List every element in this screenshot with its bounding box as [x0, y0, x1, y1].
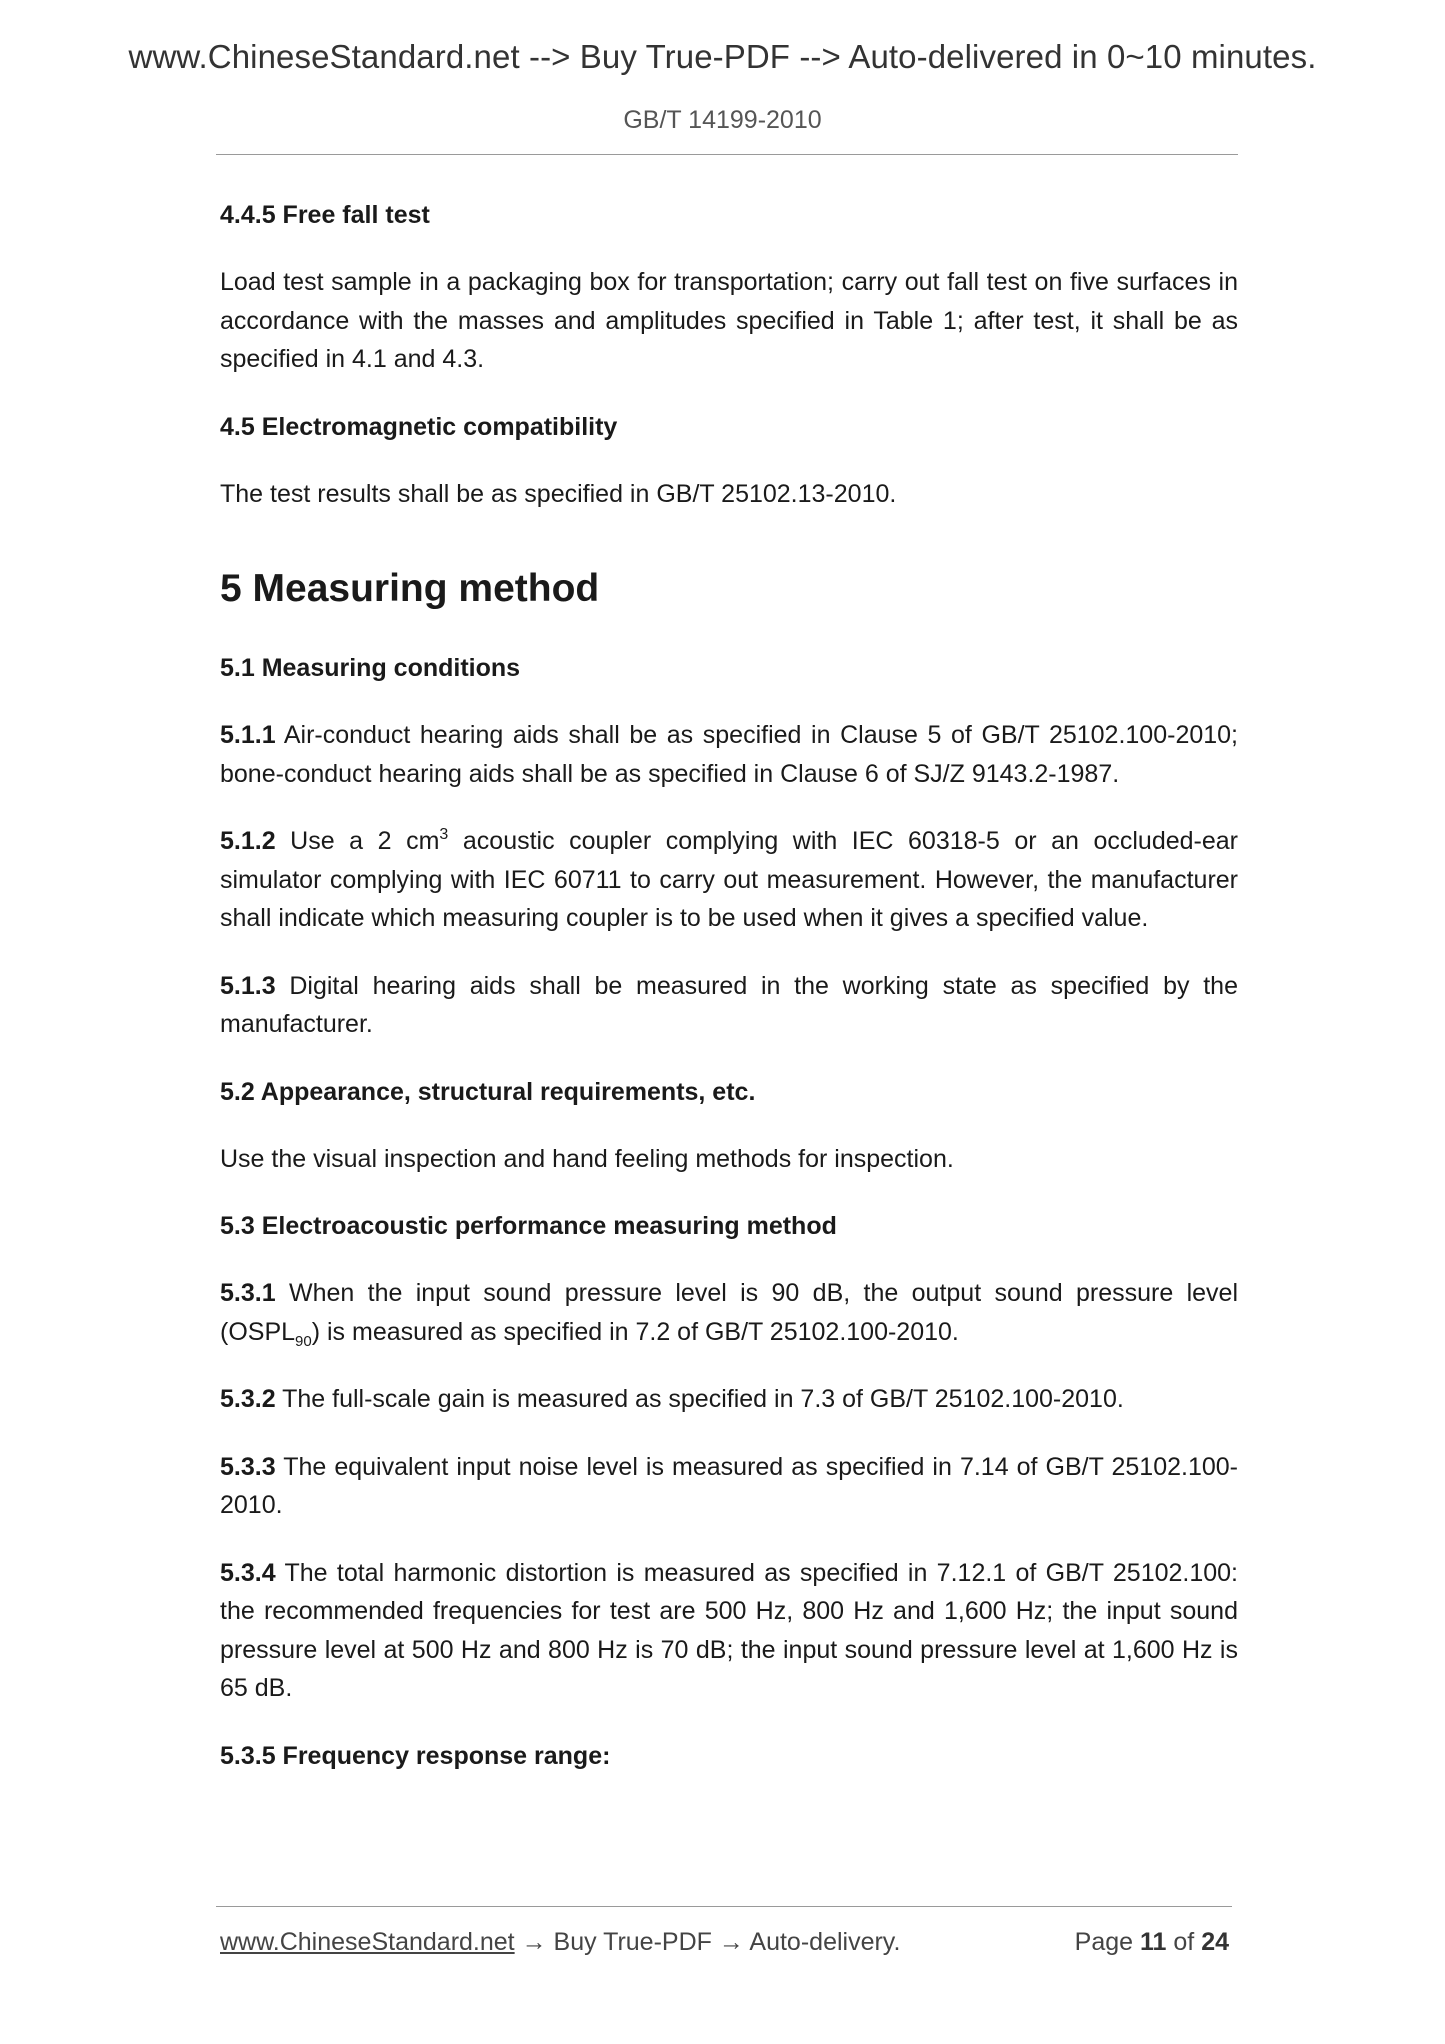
- page-total: 24: [1201, 1928, 1229, 1956]
- footer-link[interactable]: www.ChineseStandard.net: [220, 1928, 515, 1956]
- clause-number: 5.1.1: [220, 721, 276, 749]
- paragraph-5-3-1: [220, 1274, 1238, 1351]
- heading-4-5: 4.5 Electromagnetic compatibility: [220, 412, 618, 441]
- paragraph-5-3-2: [220, 1380, 1238, 1419]
- subscript: 90: [295, 1332, 312, 1350]
- clause-text: Air-conduct hearing aids shall be as specified in Clause 5 of GB/T 25102.100-2010; bone-conduct hearing aids shall be as specified in Clause 6 of SJ/Z 9143.2-1987.: [220, 721, 1239, 788]
- clause-text: Digital hearing aids shall be measured in the working state as specified by the manufacturer.: [220, 971, 1238, 1038]
- paragraph-5-3-3: [220, 1448, 1238, 1525]
- heading-5-2: 5.2 Appearance, structural requirements, etc.: [220, 1077, 756, 1106]
- clause-number: 5.3.1: [220, 1279, 276, 1307]
- paragraph-5-2: Use the visual inspection and hand feeling methods for inspection.: [220, 1144, 954, 1173]
- heading-5: 5 Measuring method: [220, 567, 600, 610]
- clause-text: When the input sound pressure level is 90 dB, the output sound pressure level (OSPL: [220, 1279, 1239, 1346]
- clause-text: The total harmonic distortion is measured as specified in 7.12.1 of GB/T 25102.100: the recommended frequencies for test are 500 Hz, 800 Hz and 1,600 Hz; the input sound pressure level at 500 Hz and 800 Hz is 70 dB; the input sound pressure level at 1,600 Hz is 65 dB.: [220, 1558, 1239, 1702]
- superscript: 3: [439, 825, 449, 843]
- clause-number: 5.3.2: [220, 1385, 276, 1413]
- page-label: Page: [1074, 1928, 1134, 1956]
- footer-left: [220, 1928, 900, 1957]
- paragraph-5-1-1: [220, 716, 1238, 793]
- footer-tail: → Buy True-PDF → Auto-delivery.: [521, 1928, 901, 1956]
- heading-5-1: 5.1 Measuring conditions: [220, 654, 521, 682]
- clause-number: 5.1.3: [220, 971, 276, 1000]
- footer-divider: [216, 1906, 1232, 1907]
- heading-5-3-5: 5.3.5 Frequency response range:: [220, 1741, 611, 1770]
- paragraph-5-3-4: [220, 1554, 1238, 1708]
- clause-text: The equivalent input noise level is measured as specified in 7.14 of GB/T 25102.100-2010.: [220, 1452, 1238, 1519]
- heading-4-4-5: 4.4.5 Free fall test: [220, 201, 430, 229]
- clause-number: 5.1.2: [220, 827, 276, 855]
- paragraph-4-5: The test results shall be as specified in GB/T 25102.13-2010.: [220, 479, 897, 508]
- clause-text: ) is measured as specified in 7.2 of GB/T 25102.100-2010.: [311, 1317, 959, 1346]
- page-indicator: [1075, 1928, 1229, 1957]
- clause-text: acoustic coupler complying with IEC 60318-5 or an occluded-ear simulator complying with IEC 60711 to carry out measurement. However, the manufacturer shall indicate which measuring coupler is to be used when it gives a specified value.: [220, 827, 1238, 932]
- paragraph-4-4-5: Load test sample in a packaging box for transportation; carry out fall test on five surfaces in accordance with the masses and amplitudes specified in Table 1; after test, it shall be as specified in 4.1 and 4.3.: [220, 268, 1238, 373]
- clause-number: 5.3.3: [220, 1452, 276, 1481]
- page-number: 11: [1139, 1928, 1167, 1956]
- document-code: GB/T 14199-2010: [623, 106, 822, 134]
- clause-text: The full-scale gain is measured as specified in 7.3 of GB/T 25102.100-2010.: [282, 1385, 1124, 1413]
- page-content: [220, 196, 1238, 1804]
- top-banner: www.ChineseStandard.net --> Buy True-PDF --> Auto-delivered in 0~10 minutes.: [128, 38, 1317, 75]
- heading-5-3: 5.3 Electroacoustic performance measuring method: [220, 1212, 837, 1240]
- paragraph-5-1-2: [220, 822, 1238, 938]
- header-divider: [216, 154, 1238, 155]
- of-label: of: [1173, 1928, 1195, 1956]
- clause-text: Use a 2 cm: [290, 827, 440, 855]
- clause-number: 5.3.4: [220, 1558, 276, 1587]
- paragraph-5-1-3: [220, 967, 1238, 1044]
